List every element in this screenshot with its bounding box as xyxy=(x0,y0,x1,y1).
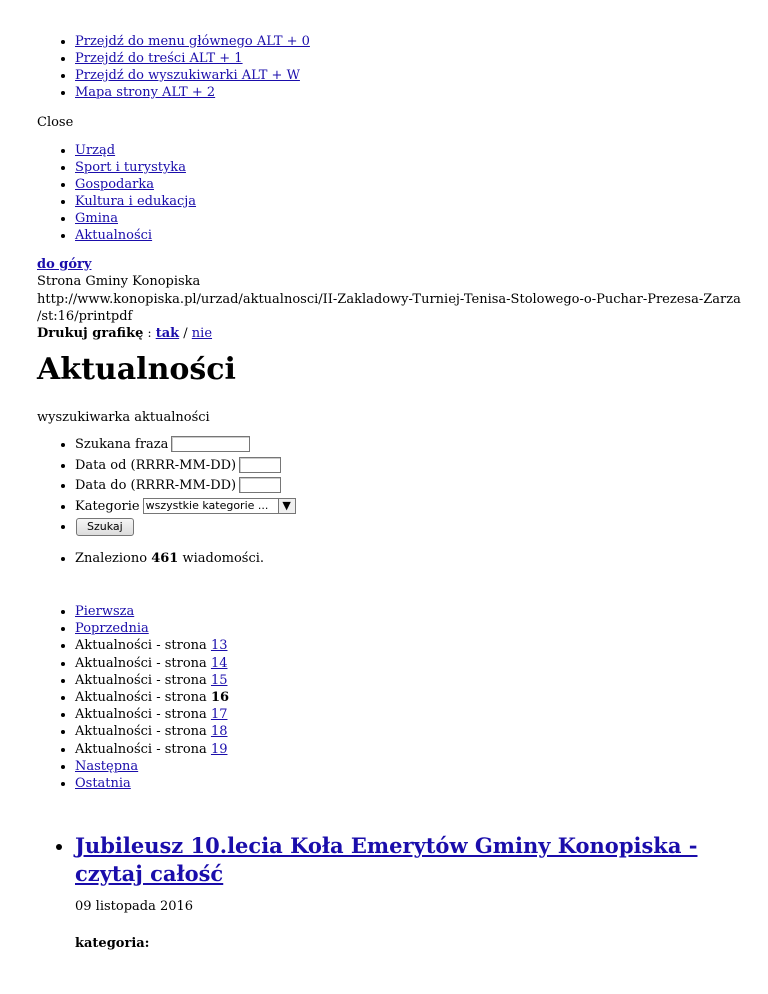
skip-links xyxy=(37,33,310,101)
pagination-current-page: 16 xyxy=(210,690,230,706)
skip-to-content-link[interactable]: Przejdź do treści ALT + 1 xyxy=(75,51,243,66)
nav-item xyxy=(75,210,196,227)
main-nav xyxy=(37,142,196,244)
category-select[interactable]: wszystkie kategorie ... ▼ xyxy=(143,498,296,514)
article-item xyxy=(75,832,765,888)
back-to-top-link[interactable]: do góry xyxy=(37,257,92,272)
skip-link-item xyxy=(75,67,310,84)
page-title: Aktualności xyxy=(37,352,236,387)
nav-item xyxy=(75,193,196,210)
pagination-page-link[interactable]: 18 xyxy=(210,724,228,740)
page-url: http://www.konopiska.pl/urzad/aktualnosci/II-Zakladowy-Turniej-Tenisa-Stolowego-o-Puchar-Prezesa-Zarza xyxy=(37,291,741,307)
nav-item-kultura[interactable]: Kultura i edukacja xyxy=(75,194,197,209)
skip-to-main-menu-link[interactable]: Przejdź do menu głównego ALT + 0 xyxy=(75,34,310,49)
results-count: 461 xyxy=(151,551,179,566)
nav-item-gmina[interactable]: Gmina xyxy=(75,211,118,226)
nav-item-gospodarka[interactable]: Gospodarka xyxy=(75,177,154,192)
pagination-item: • Aktualności - strona 14 xyxy=(75,655,229,672)
search-form xyxy=(37,436,296,539)
close-label[interactable]: Close xyxy=(37,115,74,130)
article-date: 09 listopada 2016 xyxy=(75,899,194,914)
pagination-item: • Aktualności - strona 15 xyxy=(75,672,229,689)
chevron-down-icon: ▼ xyxy=(278,499,295,513)
nav-item xyxy=(75,142,196,159)
pagination-first-link[interactable]: Pierwsza xyxy=(75,604,135,619)
print-graphics-no-link[interactable]: nie xyxy=(191,326,213,342)
category-row xyxy=(75,498,296,519)
pagination xyxy=(37,603,229,792)
pagination-page-link[interactable]: 13 xyxy=(210,638,228,654)
pagination-item xyxy=(75,620,229,637)
pagination-page-link[interactable]: 17 xyxy=(210,707,228,723)
nav-item xyxy=(75,176,196,193)
submit-row xyxy=(75,518,296,539)
skip-link-item xyxy=(75,33,310,50)
date-to-input[interactable] xyxy=(239,477,281,493)
pagination-previous-link[interactable]: Poprzednia xyxy=(75,621,149,637)
pagination-item: • Aktualności - strona 18 xyxy=(75,723,229,740)
pagination-page-link[interactable]: 14 xyxy=(210,655,228,671)
pagination-page-link[interactable]: 19 xyxy=(210,741,228,757)
print-graphics-yes-link[interactable]: tak xyxy=(155,326,180,342)
date-from-row xyxy=(75,457,296,478)
article-title-link[interactable]: Jubileusz 10.lecia Koła Emerytów Gminy Konopiska - czytaj całość xyxy=(75,833,698,886)
category-label: Kategorie xyxy=(75,498,140,514)
pagination-item xyxy=(75,775,229,792)
results-count-item: • Znaleziono 461 wiadomości. xyxy=(75,550,264,567)
date-from-label: Data od (RRRR-MM-DD) xyxy=(75,457,237,473)
search-phrase-input[interactable] xyxy=(171,436,250,452)
pagination-item: • Aktualności - strona 17 xyxy=(75,706,229,723)
nav-item-aktualnosci[interactable]: Aktualności xyxy=(75,228,153,243)
skip-to-search-link[interactable]: Przejdź do wyszukiwarki ALT + W xyxy=(75,68,300,83)
print-header xyxy=(37,256,741,342)
sitemap-link[interactable]: Mapa strony ALT + 2 xyxy=(75,85,216,100)
pagination-item xyxy=(75,758,229,775)
date-to-row xyxy=(75,477,296,498)
print-graphics-row: Drukuj grafikę : tak / nie xyxy=(37,326,213,342)
pagination-item: • Aktualności - strona 19 xyxy=(75,741,229,758)
date-to-label: Data do (RRRR-MM-DD) xyxy=(75,478,237,493)
nav-item xyxy=(75,227,196,244)
print-graphics-label: Drukuj grafikę xyxy=(37,326,144,342)
results-summary xyxy=(37,550,264,567)
pagination-item: • Aktualności - strona 13 xyxy=(75,637,229,654)
nav-item-sport[interactable]: Sport i turystyka xyxy=(75,160,186,175)
pagination-next-link[interactable]: Następna xyxy=(75,758,139,774)
pagination-last-link[interactable]: Ostatnia xyxy=(75,776,131,792)
article-category-label: kategoria: xyxy=(75,936,150,951)
skip-link-item xyxy=(75,84,310,101)
pagination-item xyxy=(75,603,229,620)
article-list xyxy=(37,832,765,888)
search-submit-button[interactable]: Szukaj xyxy=(76,518,134,536)
search-title: wyszukiwarka aktualności xyxy=(37,410,210,425)
pagination-item: • Aktualności - strona 16 xyxy=(75,689,229,706)
search-phrase-row xyxy=(75,436,296,457)
pagination-page-link[interactable]: 15 xyxy=(210,672,228,688)
date-from-input[interactable] xyxy=(239,457,281,473)
page-url-continued: /st:16/printpdf xyxy=(37,308,133,324)
nav-item-urzad[interactable]: Urząd xyxy=(75,143,116,158)
skip-link-item xyxy=(75,50,310,67)
nav-item xyxy=(75,159,196,176)
search-phrase-label: Szukana fraza xyxy=(75,437,169,452)
site-name: Strona Gminy Konopiska xyxy=(37,274,201,290)
